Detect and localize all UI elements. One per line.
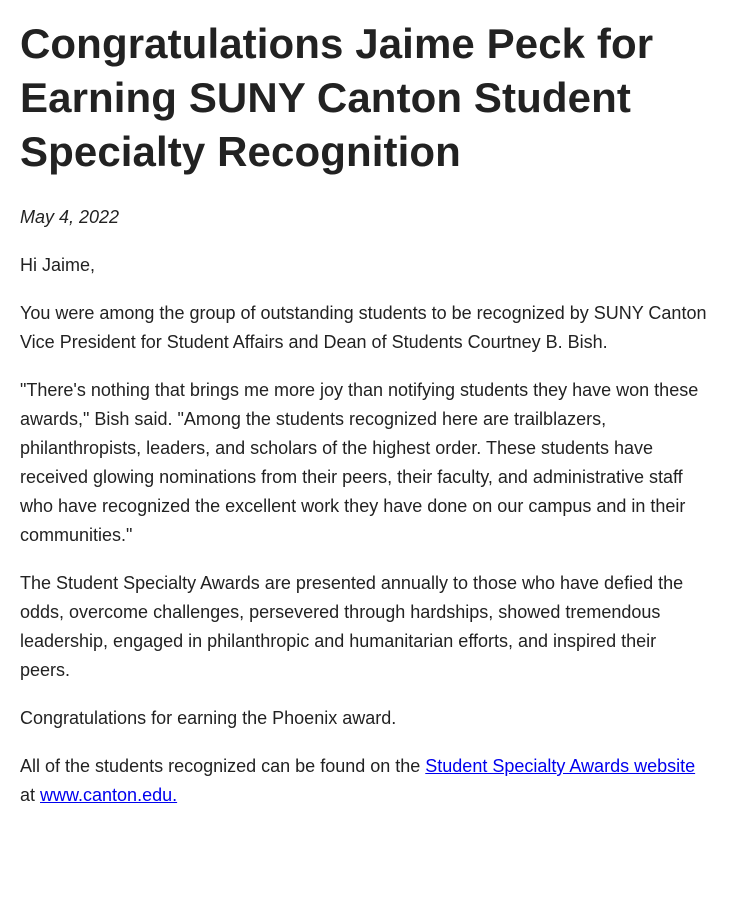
intro-paragraph: You were among the group of outstanding students to be recognized by SUNY Canton Vice President for Student Affairs and Dean of Students Courtney B. Bish. <box>20 303 707 352</box>
closing-paragraph <box>20 752 710 810</box>
awards-description-paragraph: The Student Specialty Awards are presented annually to those who have defied the odds, overcome challenges, persevered through hardships, showed tremendous leadership, engaged in philanthropic and humanitarian efforts, and inspired their peers. <box>20 573 684 680</box>
closing-text-middle: at <box>20 785 41 805</box>
closing-text-before: All of the students recognized can be found on the <box>20 756 426 776</box>
student-specialty-awards-link[interactable]: Student Specialty Awards website <box>425 756 696 776</box>
page-title: Congratulations Jaime Peck for Earning SUNY Canton Student Specialty Recognition <box>20 20 654 175</box>
publish-date: May 4, 2022 <box>20 207 120 227</box>
greeting: Hi Jaime, <box>20 255 96 275</box>
quote-paragraph: "There's nothing that brings me more joy than notifying students they have won these awards," Bish said. "Among the students recognized here are trailblazers, philanthropists, leaders, and scholars of the highest order. These students have received glowing nominations from their peers, their faculty, and administrative staff who have recognized the excellent work they have done on our campus and in their communities." <box>20 380 699 545</box>
award-congrats-paragraph: Congratulations for earning the Phoenix award. <box>20 708 397 728</box>
canton-website-link[interactable]: www.canton.edu. <box>40 785 178 805</box>
